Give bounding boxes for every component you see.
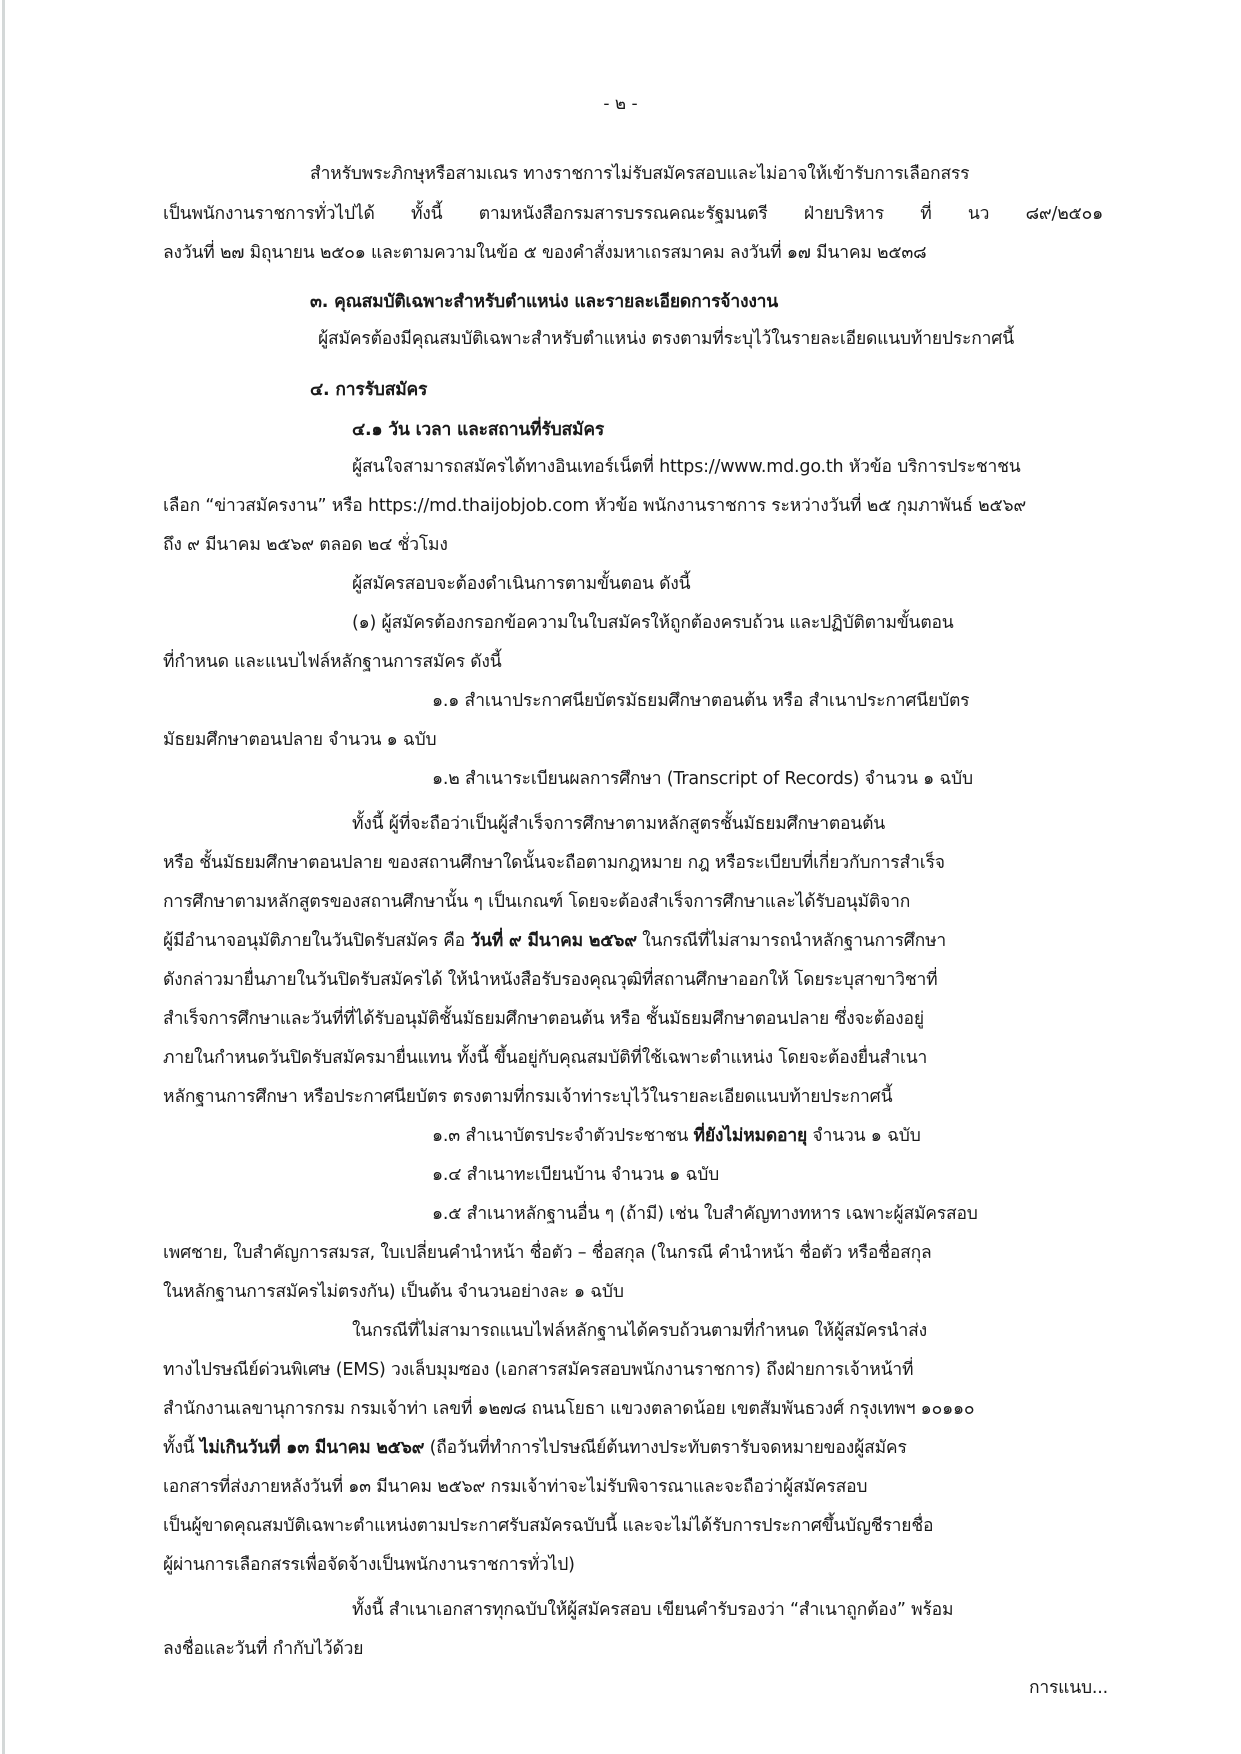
- section-4-1-heading: ๔.๑ วัน เวลา และสถานที่รับสมัคร: [352, 420, 605, 440]
- item-1-3-emphasis: ที่ยังไม่หมดอายุ: [693, 1126, 808, 1146]
- page-number: - ๒ -: [603, 94, 638, 114]
- item-1-3-text: ๑.๓ สำเนาบัตรประจำตัวประชาชน: [432, 1126, 694, 1146]
- apply-online-line-1: ผู้สนใจสามารถสมัครได้ทางอินเทอร์เน็ตที่ https://www.md.go.th หัวข้อ บริการประชาชน: [352, 457, 1021, 477]
- item-1-4: ๑.๔ สำเนาทะเบียนบ้าน จำนวน ๑ ฉบับ: [432, 1165, 720, 1185]
- note-line-8: หลักฐานการศึกษา หรือประกาศนียบัตร ตรงตามที่กรมเจ้าท่าระบุไว้ในรายละเอียดแนบท้ายประกาศนี้: [163, 1087, 893, 1107]
- note-line-6: สำเร็จการศึกษาและวันที่ที่ได้รับอนุมัติชั้นมัธยมศึกษาตอนต้น หรือ ชั้นมัธยมศึกษาตอนปลาย ซึ่งจะต้องอยู่: [163, 1009, 924, 1029]
- note-line-4: [163, 929, 946, 953]
- intro-line-3: ลงวันที่ ๒๗ มิถุนายน ๒๕๐๑ และตามความในข้อ ๕ ของคำสั่งมหาเถรสมาคม ลงวันที่ ๑๗ มีนาคม ๒๕๓๘: [163, 243, 927, 263]
- mail-deadline: ไม่เกินวันที่ ๑๓ มีนาคม ๒๕๖๙: [199, 1438, 425, 1458]
- mail-address: สำนักงานเลขานุการกรม กรมเจ้าท่า เลขที่ ๑๒๗๘ ถนนโยธา แขวงตลาดน้อย เขตสัมพันธวงศ์ กรุงเทพฯ ๑๐๑๑๐: [163, 1399, 975, 1419]
- note-line-5: ดังกล่าวมายื่นภายในวันปิดรับสมัครได้ ให้นำหนังสือรับรองคุณวุฒิที่สถานศึกษาออกให้ โดยระบุสาขาวิชาที่: [163, 970, 938, 990]
- step-1-line-2: ที่กำหนด และแนบไฟล์หลักฐานการสมัคร ดังนี้: [163, 652, 502, 672]
- steps-intro: ผู้สมัครสอบจะต้องดำเนินการตามขั้นตอน ดังนี้: [352, 574, 691, 594]
- note-line-4-text-end: ในกรณีที่ไม่สามารถนำหลักฐานการศึกษา: [636, 931, 947, 951]
- closing-date: วันที่ ๙ มีนาคม ๒๕๖๙: [470, 931, 637, 951]
- item-1-1-line-1: ๑.๑ สำเนาประกาศนียบัตรมัธยมศึกษาตอนต้น หรือ สำเนาประกาศนียบัตร: [432, 691, 970, 711]
- step-1-line-1: (๑) ผู้สมัครต้องกรอกข้อความในใบสมัครให้ถูกต้องครบถ้วน และปฏิบัติตามขั้นตอน: [352, 613, 954, 633]
- mail-line-1: ในกรณีที่ไม่สามารถแนบไฟล์หลักฐานได้ครบถ้วนตามที่กำหนด ให้ผู้สมัครนำส่ง: [352, 1321, 927, 1341]
- item-1-3: [432, 1124, 921, 1148]
- note-line-3: การศึกษาตามหลักสูตรของสถานศึกษานั้น ๆ เป็นเกณฑ์ โดยจะต้องสำเร็จการศึกษาและได้รับอนุมัติจาก: [163, 892, 911, 912]
- note-line-2: หรือ ชั้นมัธยมศึกษาตอนปลาย ของสถานศึกษาใดนั้นจะถือตามกฎหมาย กฎ หรือระเบียบที่เกี่ยวกับการสำเร็จ: [163, 853, 945, 873]
- note-line-4-text: ผู้มีอำนาจอนุมัติภายในวันปิดรับสมัคร คือ: [163, 931, 471, 951]
- mail-line-2: ทางไปรษณีย์ด่วนพิเศษ (EMS) วงเล็บมุมซอง (เอกสารสมัครสอบพนักงานราชการ) ถึงฝ่ายการเจ้าหน้าที่: [163, 1360, 914, 1380]
- item-1-2: ๑.๒ สำเนาระเบียนผลการศึกษา (Transcript of Records) จำนวน ๑ ฉบับ: [432, 769, 973, 789]
- mail-line-7: ผู้ผ่านการเลือกสรรเพื่อจัดจ้างเป็นพนักงานราชการทั่วไป): [163, 1555, 575, 1575]
- mail-line-6: เป็นผู้ขาดคุณสมบัติเฉพาะตำแหน่งตามประกาศรับสมัครฉบับนี้ และจะไม่ได้รับการประกาศขึ้นบัญชีรายชื่อ: [163, 1516, 934, 1536]
- section-3-heading: ๓. คุณสมบัติเฉพาะสำหรับตำแหน่ง และรายละเอียดการจ้างงาน: [310, 292, 779, 312]
- intro-line-2: เป็นพนักงานราชการทั่วไปได้ ทั้งนี้ ตามหนังสือกรมสารบรรณคณะรัฐมนตรี ฝ่ายบริหาร ที่ นว ๘๙/๒๕๐๑: [163, 204, 1103, 224]
- section-3-body: ผู้สมัครต้องมีคุณสมบัติเฉพาะสำหรับตำแหน่ง ตรงตามที่ระบุไว้ในรายละเอียดแนบท้ายประกาศนี้: [318, 329, 1014, 349]
- mail-line-5: เอกสารที่ส่งภายหลังวันที่ ๑๓ มีนาคม ๒๕๖๙ กรมเจ้าท่าจะไม่รับพิจารณาและจะถือว่าผู้สมัครสอบ: [163, 1477, 868, 1497]
- item-1-5-line-3: ในหลักฐานการสมัครไม่ตรงกัน) เป็นต้น จำนวนอย่างละ ๑ ฉบับ: [163, 1282, 624, 1302]
- mail-line-4-text-end: (ถือวันที่ทำการไปรษณีย์ต้นทางประทับตรารับจดหมายของผู้สมัคร: [424, 1438, 907, 1458]
- item-1-1-line-2: มัธยมศึกษาตอนปลาย จำนวน ๑ ฉบับ: [163, 730, 437, 750]
- apply-online-line-3: ถึง ๙ มีนาคม ๒๕๖๙ ตลอด ๒๔ ชั่วโมง: [163, 535, 448, 555]
- certify-line-2: ลงชื่อและวันที่ กำกับไว้ด้วย: [163, 1639, 364, 1659]
- certify-line-1: ทั้งนี้ สำเนาเอกสารทุกฉบับให้ผู้สมัครสอบ เขียนคำรับรองว่า “สำเนาถูกต้อง” พร้อม: [352, 1600, 954, 1620]
- note-line-1: ทั้งนี้ ผู้ที่จะถือว่าเป็นผู้สำเร็จการศึกษาตามหลักสูตรชั้นมัธยมศึกษาตอนต้น: [352, 814, 886, 834]
- item-1-5-line-1: ๑.๕ สำเนาหลักฐานอื่น ๆ (ถ้ามี) เช่น ใบสำคัญทางทหาร เฉพาะผู้สมัครสอบ: [432, 1204, 978, 1224]
- mail-line-4: [163, 1436, 907, 1460]
- item-1-5-line-2: เพศชาย, ใบสำคัญการสมรส, ใบเปลี่ยนคำนำหน้า ชื่อตัว – ชื่อสกุล (ในกรณี คำนำหน้า ชื่อตัว หรือชื่อสกุล: [163, 1243, 932, 1263]
- continuation-marker: การแนบ...: [1028, 1678, 1108, 1698]
- note-line-7: ภายในกำหนดวันปิดรับสมัครมายื่นแทน ทั้งนี้ ขึ้นอยู่กับคุณสมบัติที่ใช้เฉพาะตำแหน่ง โดยจะต้องยื่นสำเนา: [163, 1048, 928, 1068]
- apply-online-line-2: เลือก “ข่าวสมัครงาน” หรือ https://md.thaijobjob.com หัวข้อ พนักงานราชการ ระหว่างวันที่ ๒๕ กุมภาพันธ์ ๒๕๖๙: [163, 496, 1027, 516]
- scan-edge: [2, 0, 5, 1754]
- item-1-3-count: จำนวน ๑ ฉบับ: [807, 1126, 921, 1146]
- intro-line-1: สำหรับพระภิกษุหรือสามเณร ทางราชการไม่รับสมัครสอบและไม่อาจให้เข้ารับการเลือกสรร: [310, 164, 970, 184]
- mail-line-4-text: ทั้งนี้: [163, 1438, 200, 1458]
- section-4-heading: ๔. การรับสมัคร: [310, 380, 428, 400]
